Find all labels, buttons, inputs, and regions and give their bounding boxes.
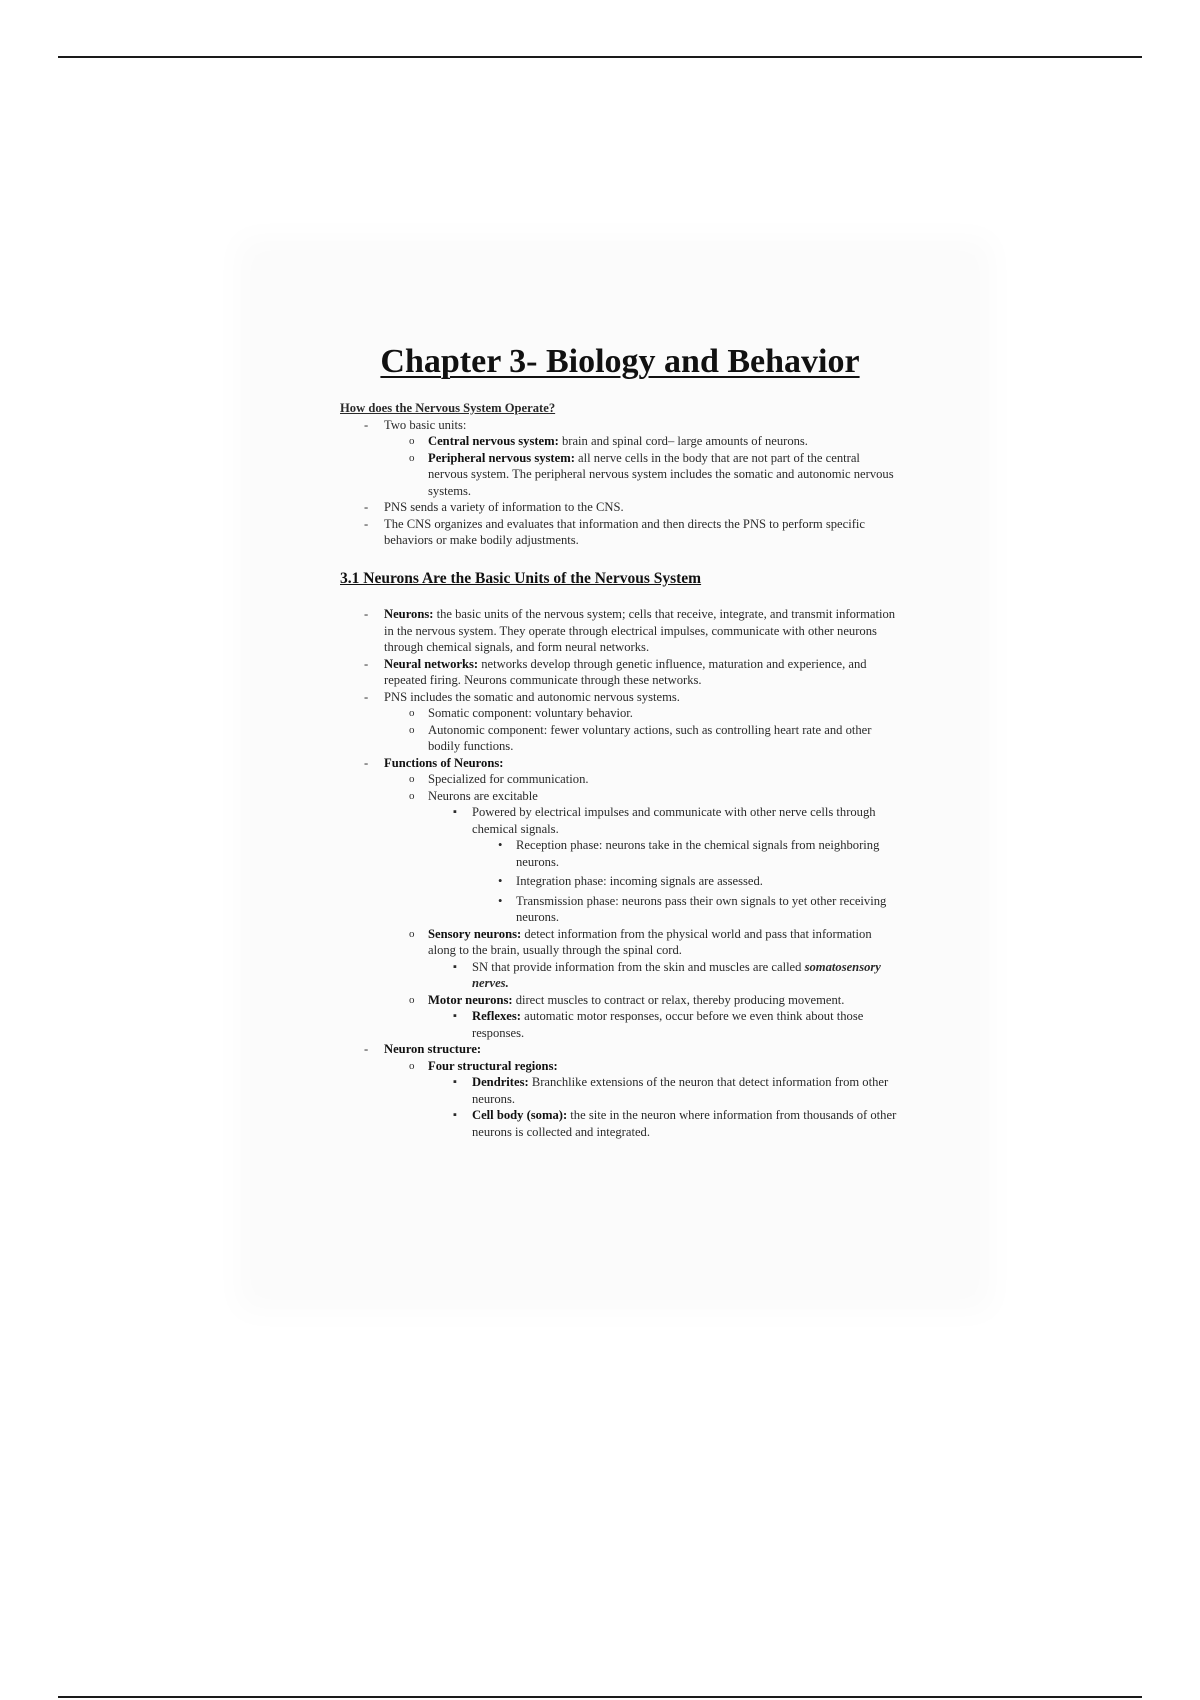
list-item: - Neural networks: networks develop through genetic influence, maturation and experience, and repeated firing. Neurons communicate through these networks. bbox=[340, 656, 900, 689]
neurons-list bbox=[340, 606, 900, 1140]
list-item: - Functions of Neurons: o Specialized for communication. o Neurons are excitable ▪ Powered by electrical impulses and communicate with other nerve cells through chemical signals. • Reception phase: neurons take in the chemical signals from neighboring neurons. • Integration phase: incoming signals are assessed. • Transmission phase: neurons pass their own signals to yet other receiving neurons. o Sensory neurons: detect information from the physical world and pass that information along to the brain, usually through the spinal cord. ▪ SN that provide information from the skin and muscles are called somatosensory nerves. o Motor neurons: direct muscles to contract or relax, thereby producing movement. ▪ Reflexes: automatic motor responses, occur before we even think about those responses. bbox=[340, 755, 900, 1042]
list-item: o Somatic component: voluntary behavior. bbox=[384, 705, 900, 722]
list-item: o Central nervous system: brain and spinal cord– large amounts of neurons. bbox=[384, 433, 900, 450]
list-item: - Neuron structure: o Four structural regions: ▪ Dendrites: Branchlike extensions of the neuron that detect information from other neurons. ▪ Cell body (soma): the site in the neuron where information from thousands of other neurons is collected and integrated. bbox=[340, 1041, 900, 1140]
list-item: o Sensory neurons: detect information from the physical world and pass that information along to the brain, usually through the spinal cord. ▪ SN that provide information from the skin and muscles are called somatosensory nerves. bbox=[384, 926, 900, 992]
list-item: ▪ Reflexes: automatic motor responses, occur before we even think about those responses. bbox=[428, 1008, 900, 1041]
list-item: - The CNS organizes and evaluates that information and then directs the PNS to perform specific behaviors or make bodily adjustments. bbox=[340, 516, 900, 549]
section-heading-neurons: 3.1 Neurons Are the Basic Units of the Nervous System bbox=[340, 569, 702, 587]
list-item: - PNS includes the somatic and autonomic nervous systems. o Somatic component: voluntary behavior. o Autonomic component: fewer voluntary actions, such as controlling heart rate and other bodily functions. bbox=[340, 689, 900, 755]
list-item: - Two basic units: o Central nervous system: brain and spinal cord– large amounts of neurons. o Peripheral nervous system: all nerve cells in the body that are not part of the central nervous system. The peripheral nervous system includes the somatic and autonomic nervous systems. bbox=[340, 417, 900, 500]
bottom-divider bbox=[58, 1696, 1142, 1698]
nervous-system-list bbox=[340, 417, 900, 549]
list-item: o Neurons are excitable ▪ Powered by electrical impulses and communicate with other nerve cells through chemical signals. • Reception phase: neurons take in the chemical signals from neighboring neurons. • Integration phase: incoming signals are assessed. • Transmission phase: neurons pass their own signals to yet other receiving neurons. bbox=[384, 788, 900, 926]
document-content bbox=[340, 340, 900, 1140]
list-item: - PNS sends a variety of information to the CNS. bbox=[340, 499, 900, 516]
list-item: ▪ Powered by electrical impulses and communicate with other nerve cells through chemical signals. • Reception phase: neurons take in the chemical signals from neighboring neurons. • Integration phase: incoming signals are assessed. • Transmission phase: neurons pass their own signals to yet other receiving neurons. bbox=[428, 804, 900, 926]
list-item: • Integration phase: incoming signals are assessed. bbox=[472, 873, 900, 890]
list-item: o Four structural regions: ▪ Dendrites: Branchlike extensions of the neuron that detect information from other neurons. ▪ Cell body (soma): the site in the neuron where information from thousands of other neurons is collected and integrated. bbox=[384, 1058, 900, 1141]
section-heading-nervous-system: How does the Nervous System Operate? bbox=[340, 401, 556, 415]
list-item: o Autonomic component: fewer voluntary actions, such as controlling heart rate and other bodily functions. bbox=[384, 722, 900, 755]
list-item: ▪ Cell body (soma): the site in the neuron where information from thousands of other neurons is collected and integrated. bbox=[428, 1107, 900, 1140]
page-title: Chapter 3- Biology and Behavior bbox=[380, 343, 860, 380]
list-item: o Motor neurons: direct muscles to contract or relax, thereby producing movement. ▪ Reflexes: automatic motor responses, occur before we even think about those responses. bbox=[384, 992, 900, 1042]
list-item: o Peripheral nervous system: all nerve cells in the body that are not part of the central nervous system. The peripheral nervous system includes the somatic and autonomic nervous systems. bbox=[384, 450, 900, 500]
list-item: ▪ SN that provide information from the skin and muscles are called somatosensory nerves. bbox=[428, 959, 900, 992]
list-item: ▪ Dendrites: Branchlike extensions of the neuron that detect information from other neurons. bbox=[428, 1074, 900, 1107]
list-item: o Specialized for communication. bbox=[384, 771, 900, 788]
list-item: • Transmission phase: neurons pass their own signals to yet other receiving neurons. bbox=[472, 893, 900, 926]
list-item: - Neurons: the basic units of the nervous system; cells that receive, integrate, and transmit information in the nervous system. They operate through electrical impulses, communicate with other neurons through chemical signals, and form neural networks. bbox=[340, 606, 900, 656]
list-item: • Reception phase: neurons take in the chemical signals from neighboring neurons. bbox=[472, 837, 900, 870]
top-divider bbox=[58, 56, 1142, 58]
